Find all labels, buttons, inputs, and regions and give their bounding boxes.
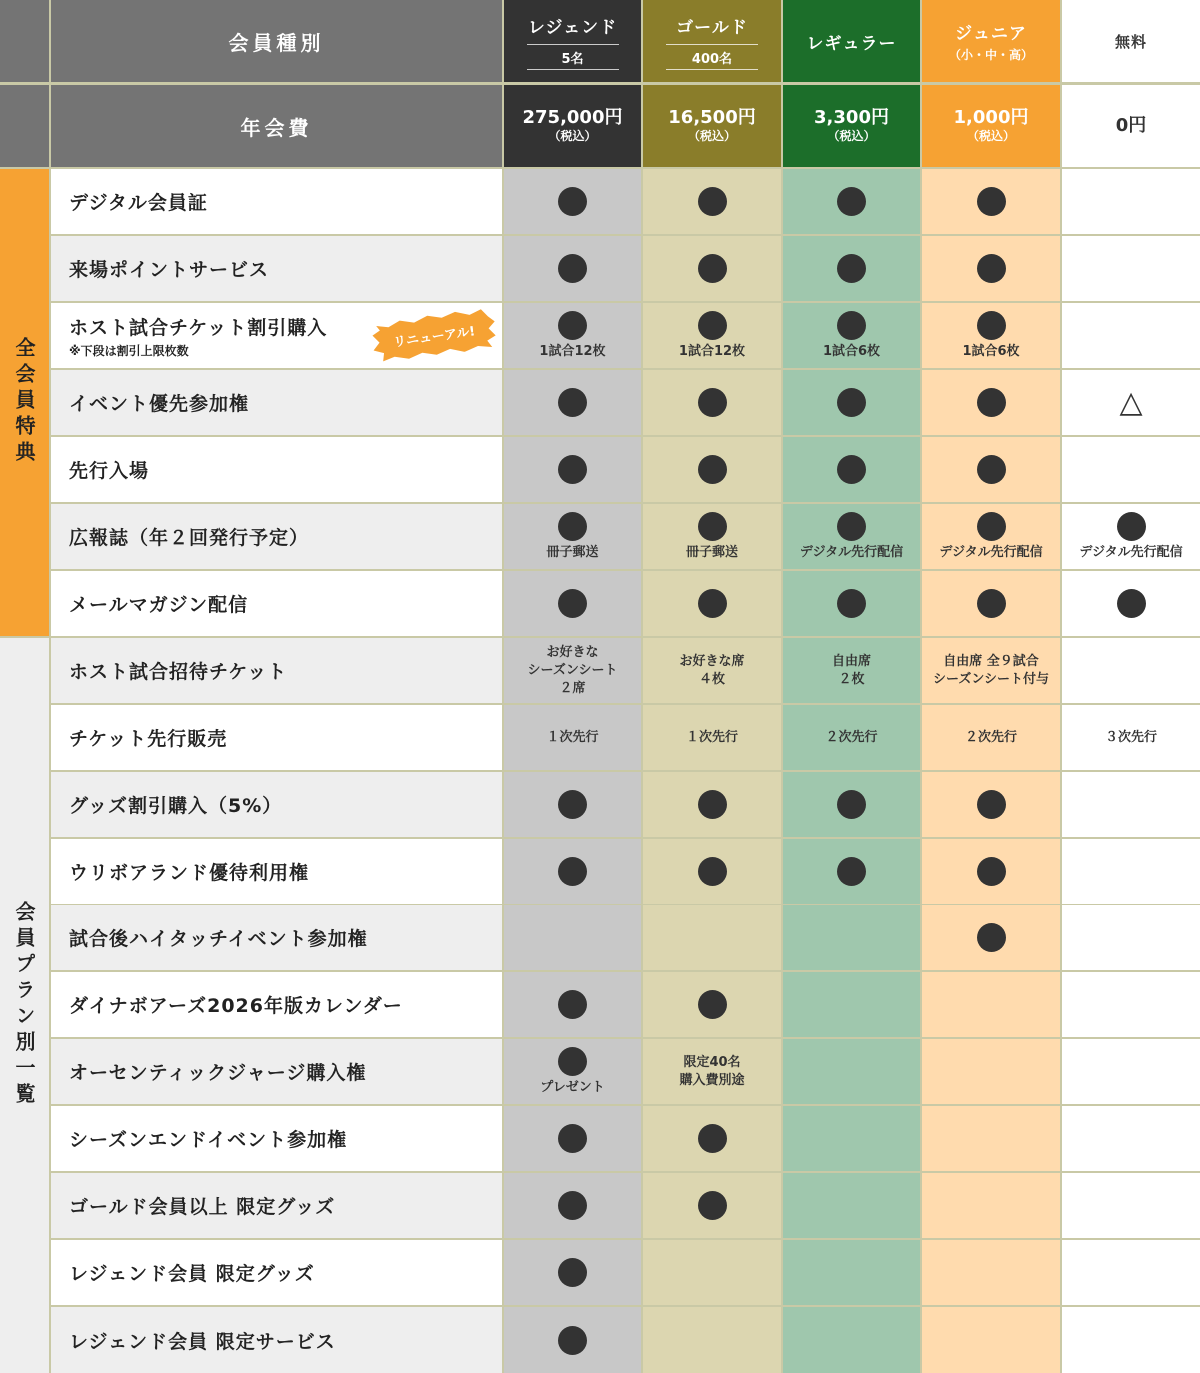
annual-fee-header xyxy=(51,85,502,167)
included-dot-icon xyxy=(977,512,1006,541)
benefit-cell xyxy=(783,839,920,904)
benefit-cell xyxy=(643,638,781,703)
benefit-note: デジタル先行配信 xyxy=(799,544,904,560)
benefit-cell xyxy=(922,638,1060,703)
benefit-cell xyxy=(1062,1240,1200,1305)
included-dot-icon xyxy=(698,388,727,417)
benefit-cell xyxy=(783,772,920,837)
feature-row-label xyxy=(51,571,502,636)
benefit-cell xyxy=(504,1307,641,1373)
benefit-cell xyxy=(922,1307,1060,1373)
benefit-cell xyxy=(643,437,781,502)
benefit-cell xyxy=(504,303,641,368)
feature-row-label xyxy=(51,705,502,770)
feature-row-label xyxy=(51,772,502,837)
benefit-cell xyxy=(783,504,920,569)
benefit-cell xyxy=(504,905,641,970)
feature-note: ※下段は割引上限枚数 xyxy=(69,343,189,358)
included-dot-icon xyxy=(558,254,587,283)
benefit-cell xyxy=(1062,905,1200,970)
benefit-cell xyxy=(643,169,781,234)
included-dot-icon xyxy=(977,311,1006,340)
benefit-cell xyxy=(922,303,1060,368)
benefit-cell xyxy=(504,1173,641,1238)
benefit-note: デジタル先行配信 xyxy=(1079,544,1183,560)
included-dot-icon xyxy=(837,589,866,618)
benefit-note: 1試合12枚 xyxy=(678,343,746,359)
feature-name: シーズンエンドイベント参加権 xyxy=(69,1129,348,1151)
plan-name: 無料 xyxy=(1114,32,1147,51)
benefit-cell xyxy=(643,1039,781,1104)
included-dot-icon xyxy=(1117,512,1146,541)
benefit-cell xyxy=(1062,839,1200,904)
feature-name: ホスト試合招待チケット xyxy=(69,661,288,683)
benefit-note: 自由席 ２枚 xyxy=(831,653,871,687)
feature-name: オーセンティックジャージ購入権 xyxy=(69,1062,367,1084)
benefit-cell xyxy=(504,437,641,502)
included-dot-icon xyxy=(977,790,1006,819)
benefit-cell xyxy=(783,705,920,770)
benefit-cell xyxy=(1062,504,1200,569)
annual-fee-label: 年会費 xyxy=(240,115,313,140)
included-dot-icon xyxy=(698,254,727,283)
benefit-cell xyxy=(504,638,641,703)
renewal-badge-label: リニューアル! xyxy=(392,323,477,351)
benefit-cell xyxy=(783,972,920,1037)
member-type-header xyxy=(51,0,502,82)
feature-name: 先行入場 xyxy=(69,460,150,482)
included-dot-icon xyxy=(558,455,587,484)
benefit-cell xyxy=(922,571,1060,636)
benefit-note: １次先行 xyxy=(546,729,599,745)
benefit-cell xyxy=(922,839,1060,904)
benefit-cell xyxy=(922,772,1060,837)
benefit-cell xyxy=(922,169,1060,234)
benefit-cell xyxy=(783,1240,920,1305)
plan-fee-2 xyxy=(783,85,920,167)
benefit-cell xyxy=(643,1240,781,1305)
plan-fee-tax-note: （税込） xyxy=(548,129,597,143)
benefit-note: お好きな席 ４枚 xyxy=(679,653,745,687)
benefit-cell xyxy=(643,236,781,301)
benefit-cell xyxy=(783,571,920,636)
included-dot-icon xyxy=(698,1124,727,1153)
included-dot-icon xyxy=(977,254,1006,283)
included-dot-icon xyxy=(698,790,727,819)
included-dot-icon xyxy=(558,857,587,886)
benefit-cell xyxy=(783,1173,920,1238)
benefit-cell xyxy=(783,236,920,301)
plan-fee-tax-note: （税込） xyxy=(687,129,736,143)
benefit-cell xyxy=(922,504,1060,569)
benefit-cell xyxy=(783,905,920,970)
feature-name: メールマガジン配信 xyxy=(69,594,249,616)
benefit-cell xyxy=(922,1106,1060,1171)
feature-row-label xyxy=(51,905,502,970)
plan-fee-amount: 275,000円 xyxy=(522,107,623,128)
benefit-note: 1試合6枚 xyxy=(822,343,881,359)
included-dot-icon xyxy=(698,990,727,1019)
included-dot-icon xyxy=(977,187,1006,216)
benefit-cell xyxy=(643,1173,781,1238)
section-by-plan-label: 会員プラン別一覧 xyxy=(12,901,36,1110)
feature-name: ダイナボアーズ2026年版カレンダー xyxy=(69,995,403,1017)
plan-name: ジュニア xyxy=(955,24,1027,44)
plan-name: レジェンド xyxy=(527,17,618,38)
benefit-note: 冊子郵送 xyxy=(546,544,599,560)
feature-name: 広報誌（年２回発行予定） xyxy=(69,527,310,549)
benefit-cell xyxy=(922,1240,1060,1305)
plan-fee-amount: 3,300円 xyxy=(814,107,889,128)
included-dot-icon xyxy=(837,187,866,216)
feature-name: ウリボアランド優待利用権 xyxy=(69,862,310,884)
benefit-cell xyxy=(1062,169,1200,234)
plan-header-4 xyxy=(1062,0,1200,82)
benefit-cell xyxy=(1062,236,1200,301)
included-dot-icon xyxy=(558,790,587,819)
benefit-cell xyxy=(1062,1106,1200,1171)
feature-name: チケット先行販売 xyxy=(69,728,228,750)
benefit-cell xyxy=(1062,1173,1200,1238)
plan-age-range: （小・中・高） xyxy=(948,48,1033,62)
feature-row-label xyxy=(51,972,502,1037)
benefit-cell xyxy=(504,571,641,636)
included-dot-icon xyxy=(698,311,727,340)
benefit-cell xyxy=(1062,1039,1200,1104)
plan-fee-tax-note: （税込） xyxy=(827,129,876,143)
benefit-cell xyxy=(922,972,1060,1037)
included-dot-icon xyxy=(558,1258,587,1287)
feature-name: 来場ポイントサービス xyxy=(69,259,270,281)
benefit-cell xyxy=(643,1106,781,1171)
benefit-cell xyxy=(922,1039,1060,1104)
plan-fee-amount: 0円 xyxy=(1115,115,1147,136)
benefit-cell xyxy=(643,370,781,435)
benefit-cell xyxy=(1062,1307,1200,1373)
included-dot-icon xyxy=(698,589,727,618)
benefit-cell xyxy=(1062,638,1200,703)
benefit-note: ３次先行 xyxy=(1104,729,1157,745)
included-dot-icon xyxy=(837,254,866,283)
feature-row-label xyxy=(51,638,502,703)
included-dot-icon xyxy=(977,388,1006,417)
included-dot-icon xyxy=(558,1326,587,1355)
feature-name: レジェンド会員 限定グッズ xyxy=(69,1263,315,1285)
plan-name: レギュラー xyxy=(806,33,897,54)
plan-fee-0 xyxy=(504,85,641,167)
plan-name: ゴールド xyxy=(676,17,748,38)
included-dot-icon xyxy=(837,790,866,819)
benefit-cell xyxy=(504,772,641,837)
section-all-members-label: 全会員特典 xyxy=(12,337,36,468)
feature-row-label xyxy=(51,1173,502,1238)
included-dot-icon xyxy=(977,923,1006,952)
included-dot-icon xyxy=(977,455,1006,484)
included-dot-icon xyxy=(558,512,587,541)
benefit-cell xyxy=(922,705,1060,770)
benefit-cell xyxy=(1062,571,1200,636)
benefit-note: 限定40名 購入費別途 xyxy=(679,1054,745,1088)
benefit-cell xyxy=(922,905,1060,970)
benefit-cell xyxy=(504,1240,641,1305)
feature-name: ゴールド会員以上 限定グッズ xyxy=(69,1196,336,1218)
benefit-cell xyxy=(1062,370,1200,435)
included-dot-icon xyxy=(837,857,866,886)
benefit-cell xyxy=(504,1106,641,1171)
included-dot-icon xyxy=(1117,589,1146,618)
feature-row-label xyxy=(51,1240,502,1305)
included-dot-icon xyxy=(558,1124,587,1153)
benefit-cell xyxy=(643,839,781,904)
included-dot-icon xyxy=(698,1191,727,1220)
benefit-note: 1試合6枚 xyxy=(962,343,1020,359)
feature-row-label xyxy=(51,1039,502,1104)
plan-fee-amount: 1,000円 xyxy=(953,107,1029,128)
benefit-cell xyxy=(504,236,641,301)
benefit-cell xyxy=(643,504,781,569)
plan-capacity: 400名 xyxy=(666,44,758,70)
benefit-cell xyxy=(922,437,1060,502)
benefit-cell xyxy=(783,169,920,234)
benefit-cell xyxy=(1062,303,1200,368)
benefit-cell xyxy=(922,370,1060,435)
benefit-note: 1試合12枚 xyxy=(539,343,606,359)
benefit-cell xyxy=(643,1307,781,1373)
plan-fee-3 xyxy=(922,85,1060,167)
section-by-plan xyxy=(0,638,49,1373)
feature-row-label xyxy=(51,236,502,301)
benefit-note: プレゼント xyxy=(540,1079,605,1095)
benefit-cell xyxy=(783,1039,920,1104)
benefit-cell xyxy=(783,638,920,703)
benefit-cell xyxy=(922,236,1060,301)
benefit-cell xyxy=(504,504,641,569)
benefit-cell xyxy=(643,705,781,770)
benefit-cell xyxy=(1062,705,1200,770)
benefit-note: 自由席 全９試合 シーズンシート付与 xyxy=(932,653,1050,687)
benefit-cell xyxy=(504,370,641,435)
feature-row-label xyxy=(51,437,502,502)
included-dot-icon xyxy=(837,311,866,340)
included-dot-icon xyxy=(977,857,1006,886)
included-dot-icon xyxy=(698,187,727,216)
included-dot-icon xyxy=(698,857,727,886)
plan-fee-4 xyxy=(1062,85,1200,167)
plan-fee-tax-note: （税込） xyxy=(966,129,1015,143)
benefit-cell xyxy=(1062,972,1200,1037)
benefit-note: お好きな シーズンシート ２席 xyxy=(527,644,618,696)
benefit-note: 冊子郵送 xyxy=(685,544,738,560)
benefit-cell xyxy=(504,839,641,904)
plan-fee-amount: 16,500円 xyxy=(668,107,756,128)
included-dot-icon xyxy=(698,455,727,484)
benefit-cell xyxy=(643,571,781,636)
benefit-cell xyxy=(783,370,920,435)
feature-name: 試合後ハイタッチイベント参加権 xyxy=(69,928,368,950)
feature-name: デジタル会員証 xyxy=(69,192,208,214)
feature-row-label xyxy=(51,370,502,435)
plan-fee-1 xyxy=(643,85,781,167)
benefit-note: １次先行 xyxy=(685,729,738,745)
section-all-members xyxy=(0,169,49,636)
benefit-cell xyxy=(783,303,920,368)
included-dot-icon xyxy=(558,311,587,340)
benefit-cell xyxy=(504,972,641,1037)
included-dot-icon xyxy=(558,1191,587,1220)
benefit-cell xyxy=(643,905,781,970)
benefit-cell xyxy=(1062,772,1200,837)
included-dot-icon xyxy=(558,388,587,417)
feature-row-label xyxy=(51,169,502,234)
included-dot-icon xyxy=(558,589,587,618)
plan-header-0 xyxy=(504,0,641,82)
feature-row-label xyxy=(51,504,502,569)
included-dot-icon xyxy=(558,187,587,216)
feature-name: ホスト試合チケット割引購入 xyxy=(69,316,328,339)
benefit-cell xyxy=(783,1106,920,1171)
member-type-label: 会員種別 xyxy=(228,30,325,55)
feature-name: レジェンド会員 限定サービス xyxy=(69,1330,336,1353)
benefit-cell xyxy=(1062,437,1200,502)
feature-name: グッズ割引購入（5%） xyxy=(69,795,283,817)
plan-capacity: 5名 xyxy=(527,44,619,70)
plan-header-2 xyxy=(783,0,920,82)
benefit-cell xyxy=(504,705,641,770)
feature-row-label xyxy=(51,1307,502,1373)
included-dot-icon xyxy=(558,990,587,1019)
benefit-cell xyxy=(643,303,781,368)
included-dot-icon xyxy=(698,512,727,541)
benefit-cell xyxy=(643,972,781,1037)
included-dot-icon xyxy=(558,1047,587,1076)
benefit-cell xyxy=(504,169,641,234)
header-corner xyxy=(0,0,49,82)
benefit-note: ２次先行 xyxy=(825,729,878,745)
included-dot-icon xyxy=(837,388,866,417)
feature-row-label xyxy=(51,839,502,904)
benefit-cell xyxy=(922,1173,1060,1238)
header-corner-fee xyxy=(0,85,49,167)
feature-row-label xyxy=(51,1106,502,1171)
benefit-cell xyxy=(504,1039,641,1104)
included-dot-icon xyxy=(837,512,866,541)
feature-name: イベント優先参加権 xyxy=(69,393,250,415)
benefit-cell xyxy=(783,1307,920,1373)
plan-header-1 xyxy=(643,0,781,82)
benefit-cell xyxy=(783,437,920,502)
benefit-cell xyxy=(643,772,781,837)
benefit-note: デジタル先行配信 xyxy=(939,544,1043,560)
included-dot-icon xyxy=(977,589,1006,618)
limited-triangle-icon: △ xyxy=(1119,384,1143,420)
benefit-note: ２次先行 xyxy=(964,729,1017,745)
plan-header-3 xyxy=(922,0,1060,82)
included-dot-icon xyxy=(837,455,866,484)
